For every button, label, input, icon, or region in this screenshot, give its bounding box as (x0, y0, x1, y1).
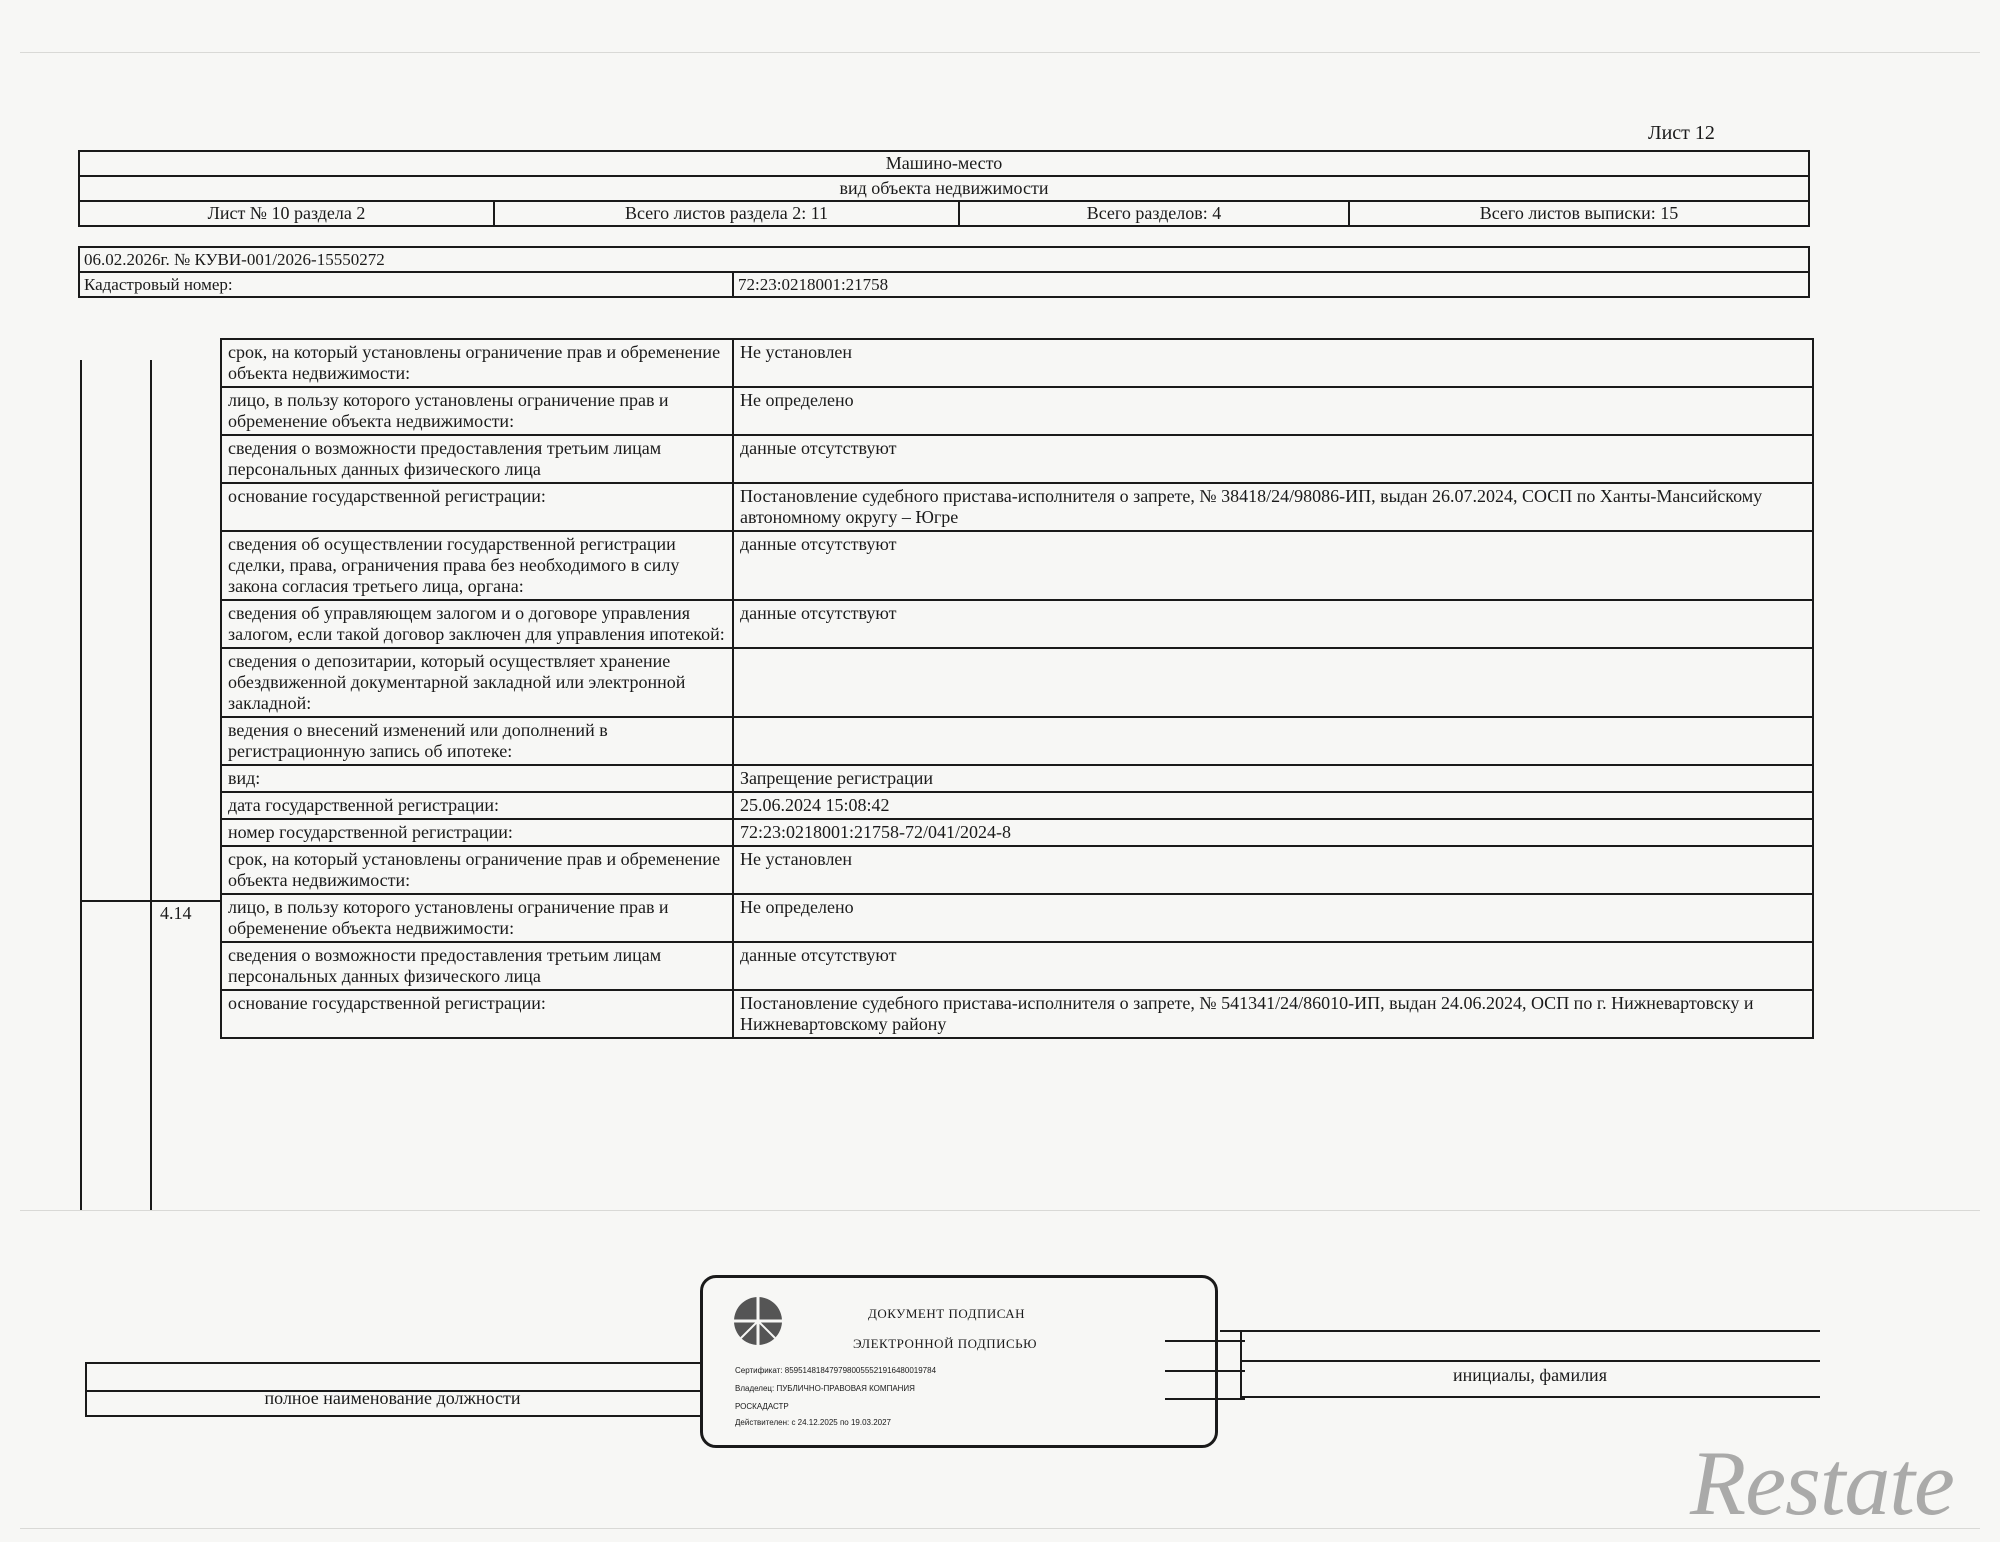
row-label: ведения о внесений изменений или дополнений в регистрационную запись об ипотеке: (221, 717, 733, 765)
row-value: данные отсутствуют (733, 942, 1813, 990)
table-row (221, 846, 1813, 894)
name-line-bottom (1240, 1396, 1820, 1398)
scan-edge-top (20, 52, 1980, 53)
date-number: 06.02.2026г. № КУВИ-001/2026-15550272 (79, 247, 1809, 272)
stamp-line-1: ДОКУМЕНТ ПОДПИСАН (868, 1306, 1026, 1321)
sheet-in-section: Лист № 10 раздела 2 (79, 201, 494, 226)
total-sheets-section: Всего листов раздела 2: 11 (494, 201, 959, 226)
row-label: номер государственной регистрации: (221, 819, 733, 846)
position-caption: полное наименование должности (264, 1388, 521, 1408)
table-row (221, 648, 1813, 717)
electronic-signature-stamp (700, 1275, 1218, 1448)
restate-watermark: Restate (1690, 1432, 1954, 1534)
name-line-top (1220, 1330, 1820, 1332)
row-label: сведения о возможности предоставления третьим лицам персональных данных физического лица (221, 435, 733, 483)
row-value: 72:23:0218001:21758-72/041/2024-8 (733, 819, 1813, 846)
stamp-connector-1 (1165, 1340, 1245, 1342)
document-header (78, 150, 1810, 227)
row-value: Не определено (733, 894, 1813, 942)
table-row (221, 942, 1813, 990)
table-row (221, 819, 1813, 846)
table-row (221, 600, 1813, 648)
row-label: срок, на который установлены ограничение прав и обременение объекта недвижимости: (221, 846, 733, 894)
table-row (221, 894, 1813, 942)
row-label: лицо, в пользу которого установлены ограничение прав и обременение объекта недвижимости: (221, 894, 733, 942)
row-label: основание государственной регистрации: (221, 483, 733, 531)
stamp-owner-2: РОСКАДАСТР (735, 1402, 789, 1411)
scan-edge-bottom (20, 1528, 1980, 1529)
row-value: Не определено (733, 387, 1813, 435)
row-label: лицо, в пользу которого установлены ограничение прав и обременение объекта недвижимости: (221, 387, 733, 435)
table-row (221, 339, 1813, 387)
object-caption: вид объекта недвижимости (79, 176, 1809, 201)
name-line (1240, 1360, 1820, 1362)
table-row (221, 531, 1813, 600)
table-row (221, 792, 1813, 819)
row-value: 25.06.2024 15:08:42 (733, 792, 1813, 819)
stamp-validity: Действителен: с 24.12.2025 по 19.03.2027 (735, 1418, 891, 1427)
total-sheets-extract: Всего листов выписки: 15 (1349, 201, 1809, 226)
row-value: данные отсутствуют (733, 600, 1813, 648)
row-value (733, 717, 1813, 765)
row-value: Постановление судебного пристава-исполнителя о запрете, № 38418/24/98086-ИП, выдан 26.07.2024, СОСП по Ханты-Мансийскому автономному округу – Югре (733, 483, 1813, 531)
encumbrance-table (220, 338, 1814, 1039)
row-value: данные отсутствуют (733, 531, 1813, 600)
left-border-line (80, 360, 82, 1210)
row-value: Не установлен (733, 339, 1813, 387)
row-label: сведения об осуществлении государственной регистрации сделки, права, ограничения права без необходимого в силу закона согласия третьего лица, органа: (221, 531, 733, 600)
table-row (221, 387, 1813, 435)
section-number: 4.14 (160, 903, 192, 923)
scan-edge-middle (20, 1210, 1980, 1211)
table-row (221, 717, 1813, 765)
row-label: основание государственной регистрации: (221, 990, 733, 1038)
stamp-owner: Владелец: ПУБЛИЧНО-ПРАВОВАЯ КОМПАНИЯ (735, 1384, 915, 1393)
cadastral-label: Кадастровый номер: (79, 272, 733, 297)
row-value: данные отсутствуют (733, 435, 1813, 483)
row-label: вид: (221, 765, 733, 792)
total-sections: Всего разделов: 4 (959, 201, 1349, 226)
rosreestr-logo-icon (731, 1294, 785, 1348)
row-value: Постановление судебного пристава-исполнителя о запрете, № 541341/24/86010-ИП, выдан 24.06.2024, ОСП по г. Нижневартовску и Нижневартовскому району (733, 990, 1813, 1038)
table-row (221, 990, 1813, 1038)
cadastral-value: 72:23:0218001:21758 (733, 272, 1809, 297)
row-value (733, 648, 1813, 717)
section-separator (80, 900, 222, 902)
row-value: Не установлен (733, 846, 1813, 894)
row-label: дата государственной регистрации: (221, 792, 733, 819)
extract-meta (78, 246, 1810, 298)
object-title: Машино-место (79, 151, 1809, 176)
position-line-top (85, 1362, 700, 1364)
stamp-certificate: Сертификат: 8595148184797980055521916480019784 (735, 1366, 937, 1375)
row-label: срок, на который установлены ограничение прав и обременение объекта недвижимости: (221, 339, 733, 387)
section-border-line (150, 360, 152, 1210)
stamp-line-2: ЭЛЕКТРОННОЙ ПОДПИСЬЮ (853, 1336, 1037, 1351)
row-label: сведения об управляющем залогом и о договоре управления залогом, если такой договор заключен для управления ипотекой: (221, 600, 733, 648)
table-row (221, 435, 1813, 483)
table-row (221, 765, 1813, 792)
row-value: Запрещение регистрации (733, 765, 1813, 792)
table-row (221, 483, 1813, 531)
name-caption: инициалы, фамилия (1453, 1365, 1607, 1385)
row-label: сведения о возможности предоставления третьим лицам персональных данных физического лица (221, 942, 733, 990)
position-line-bottom (85, 1415, 700, 1417)
sheet-number: Лист 12 (1648, 122, 1715, 144)
row-label: сведения о депозитарии, который осуществляет хранение обездвиженной документарной закладной или электронной закладной: (221, 648, 733, 717)
stamp-connector-3 (1165, 1398, 1245, 1400)
stamp-connector-2 (1165, 1370, 1245, 1372)
